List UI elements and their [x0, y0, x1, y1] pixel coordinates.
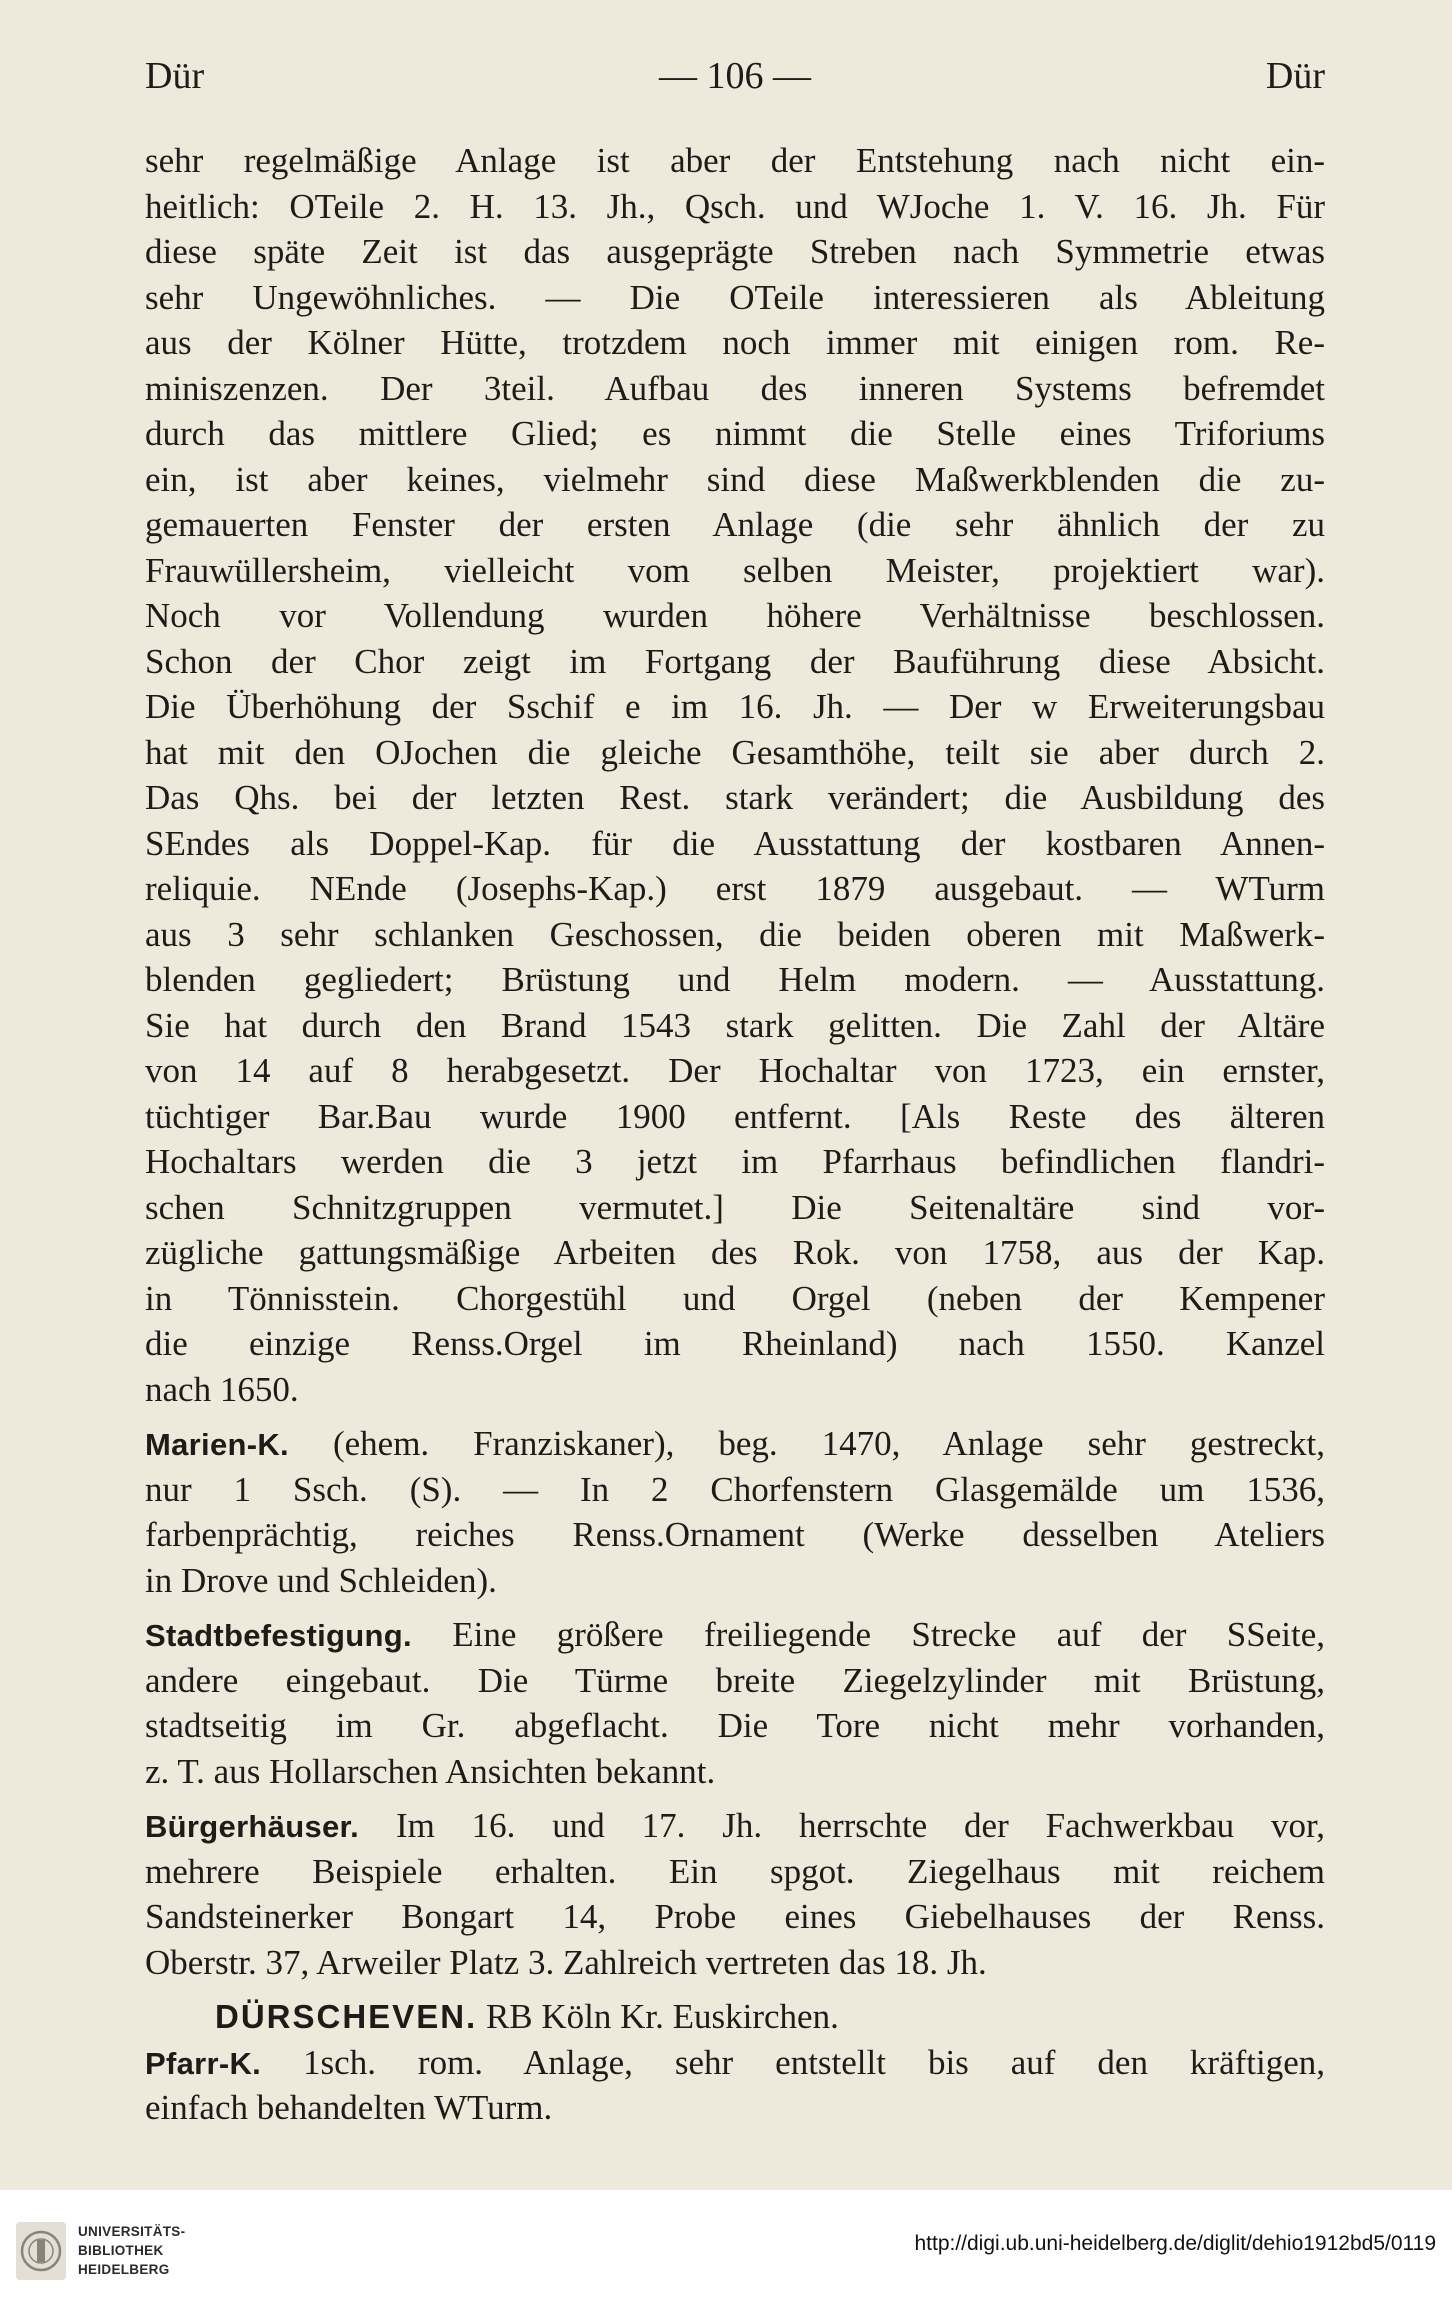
- page-number: — 106 —: [659, 55, 811, 97]
- running-head-left: Dür: [145, 55, 205, 97]
- place-location: RB Köln Kr. Euskirchen.: [477, 1997, 839, 2036]
- text-line: schen Schnitzgruppen vermutet.] Die Seitenaltäre sind vor-: [145, 1187, 1325, 1227]
- text-line: nach 1650.: [145, 1369, 299, 1409]
- library-seal-icon: [16, 2222, 66, 2280]
- text-line: von 14 auf 8 herabgesetzt. Der Hochaltar von 1723, ein ernster,: [145, 1051, 1325, 1090]
- place-entry: [145, 1994, 1325, 2040]
- text-line: diese späte Zeit ist das ausgeprägte Streben nach Symmetrie etwas: [145, 232, 1325, 271]
- text-line: in Drove und Schleiden).: [145, 1560, 497, 1600]
- library-name-line: BIBLIOTHEK: [78, 2243, 164, 2258]
- text-line: blenden gegliedert; Brüstung und Helm modern. — Ausstattung.: [145, 960, 1325, 999]
- text-line: zügliche gattungsmäßige Arbeiten des Rok. von 1758, aus der Kap.: [145, 1233, 1325, 1272]
- text-line: tüchtiger Bar.Bau wurde 1900 entfernt. [Als Reste des älteren: [145, 1096, 1325, 1136]
- text-line: hat mit den OJochen die gleiche Gesamthöhe, teilt sie aber durch 2.: [145, 732, 1325, 772]
- permalink-url[interactable]: http://digi.ub.uni-heidelberg.de/diglit/dehio1912bd5/0119: [914, 2232, 1436, 2255]
- place-heading: DÜRSCHEVEN.: [215, 1998, 478, 2035]
- text-line: stadtseitig im Gr. abgeflacht. Die Tore nicht mehr vorhanden,: [145, 1706, 1325, 1745]
- text-line: Frauwüllersheim, vielleicht vom selben Meister, projektiert war).: [145, 550, 1325, 590]
- text-line: reliquie. NEnde (Josephs-Kap.) erst 1879 ausgebaut. — WTurm: [145, 869, 1325, 908]
- text-line: miniszenzen. Der 3teil. Aufbau des inneren Systems befremdet: [145, 368, 1325, 408]
- text-line: aus 3 sehr schlanken Geschossen, die beiden oberen mit Maßwerk-: [145, 914, 1325, 954]
- text-line: sehr regelmäßige Anlage ist aber der Entstehung nach nicht ein-: [145, 141, 1325, 180]
- text-line: z. T. aus Hollarschen Ansichten bekannt.: [145, 1751, 716, 1791]
- paragraph-stadtbefestigung: [145, 1612, 1325, 1794]
- text-line: durch das mittlere Glied; es nimmt die Stelle eines Triforiums: [145, 414, 1325, 453]
- text-line: 1sch. rom. Anlage, sehr entstellt bis auf den kräftigen,: [261, 2042, 1325, 2082]
- text-line: Im 16. und 17. Jh. herrschte der Fachwerkbau vor,: [359, 1806, 1325, 1845]
- text-line: farbenprächtig, reiches Renss.Ornament (Werke desselben Ateliers: [145, 1515, 1325, 1554]
- running-head-right: Dür: [1265, 55, 1325, 97]
- text-line: Schon der Chor zeigt im Fortgang der Bauführung diese Absicht.: [145, 641, 1325, 681]
- text-line: sehr Ungewöhnliches. — Die OTeile interessieren als Ableitung: [145, 277, 1325, 317]
- paragraph-buergerhaeuser: [145, 1803, 1325, 1985]
- viewer-footer: [0, 2190, 1452, 2310]
- text-line: die einzige Renss.Orgel im Rheinland) nach 1550. Kanzel: [145, 1324, 1325, 1363]
- text-line: mehrere Beispiele erhalten. Ein spgot. Ziegelhaus mit reichem: [145, 1851, 1325, 1891]
- text-line: nur 1 Ssch. (S). — In 2 Chorfenstern Glasgemälde um 1536,: [145, 1469, 1325, 1509]
- section-heading: Stadtbefestigung.: [145, 1618, 412, 1653]
- text-line: andere eingebaut. Die Türme breite Ziegelzylinder mit Brüstung,: [145, 1660, 1325, 1700]
- section-heading: Pfarr-K.: [145, 2045, 262, 2081]
- library-name: [78, 2222, 185, 2279]
- text-line: Das Qhs. bei der letzten Rest. stark verändert; die Ausbildung des: [145, 778, 1325, 817]
- section-heading: Bürgerhäuser.: [145, 1809, 360, 1844]
- text-line: Eine größere freiliegende Strecke auf der SSeite,: [411, 1615, 1325, 1654]
- text-line: aus der Kölner Hütte, trotzdem noch immer mit einigen rom. Re-: [145, 323, 1325, 362]
- library-logo: [16, 2218, 226, 2282]
- text-line: einfach behandelten WTurm.: [145, 2088, 553, 2127]
- paragraph-church-description: [145, 138, 1325, 1412]
- paragraph-marien-k: [145, 1421, 1325, 1603]
- body-text: [145, 138, 1325, 2131]
- section-heading: Marien-K.: [145, 1427, 289, 1462]
- text-line: SEndes als Doppel-Kap. für die Ausstattung der kostbaren Annen-: [145, 823, 1325, 863]
- library-name-line: HEIDELBERG: [78, 2262, 170, 2277]
- text-line: Die Überhöhung der Sschif e im 16. Jh. — Der w Erweiterungsbau: [145, 687, 1325, 726]
- text-line: Noch vor Vollendung wurden höhere Verhältnisse beschlossen.: [145, 596, 1325, 635]
- text-line: gemauerten Fenster der ersten Anlage (die sehr ähnlich der zu: [145, 505, 1325, 544]
- text-line: Sandsteinerker Bongart 14, Probe eines Giebelhauses der Renss.: [145, 1897, 1325, 1936]
- library-name-line: UNIVERSITÄTS-: [78, 2224, 186, 2239]
- text-line: Oberstr. 37, Arweiler Platz 3. Zahlreich vertreten das 18. Jh.: [145, 1942, 987, 1982]
- text-line: in Tönnisstein. Chorgestühl und Orgel (neben der Kempener: [145, 1278, 1325, 1318]
- paragraph-pfarr-k: [145, 2040, 1325, 2131]
- text-line: heitlich: OTeile 2. H. 13. Jh., Qsch. und WJoche 1. V. 16. Jh. Für: [145, 186, 1325, 226]
- running-head: [145, 48, 1325, 104]
- text-line: Hochaltars werden die 3 jetzt im Pfarrhaus befindlichen flandri-: [145, 1142, 1325, 1181]
- text-line: Sie hat durch den Brand 1543 stark gelitten. Die Zahl der Altäre: [145, 1005, 1325, 1045]
- text-line: (ehem. Franziskaner), beg. 1470, Anlage sehr gestreckt,: [288, 1424, 1325, 1463]
- text-line: ein, ist aber keines, vielmehr sind diese Maßwerkblenden die zu-: [145, 459, 1325, 499]
